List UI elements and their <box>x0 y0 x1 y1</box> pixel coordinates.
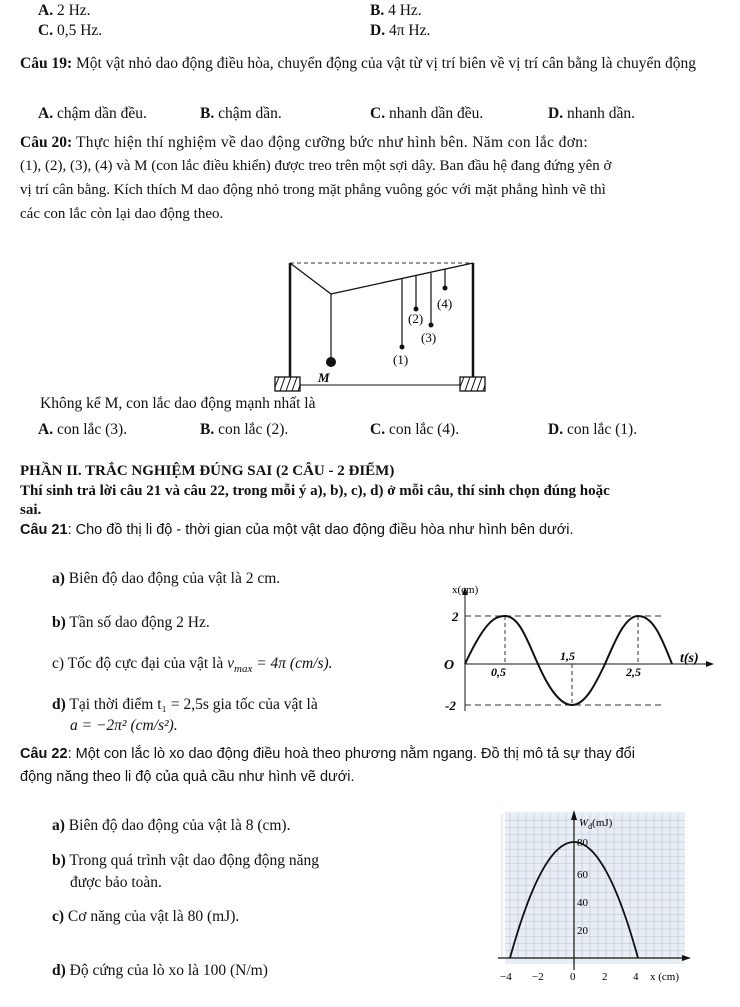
displacement-time-graph <box>440 583 720 723</box>
question-20-line3: vị trí cân bằng. Kích thích M dao động nhỏ trong mặt phẳng vuông góc với mặt phẳng hình vẽ thì <box>20 182 606 198</box>
yneg2-label: -2 <box>445 698 456 713</box>
pendulum-3-bob <box>429 323 434 328</box>
q21-statement-d: d) Tại thời điểm t₁ = 2,5s gia tốc của vật là <box>52 696 318 713</box>
y-tick-20: 20 <box>577 925 588 937</box>
part2-instruction-line2: sai. <box>20 502 42 518</box>
label-4: (4) <box>437 296 453 311</box>
x-axis-arrow <box>682 955 691 961</box>
part2-title: PHẦN II. TRẮC NGHIỆM ĐÚNG SAI (2 CÂU - 2 ĐIỂM) <box>20 463 395 479</box>
option-b: B. 4 Hz. <box>370 2 422 19</box>
x-axis-label: x (cm) <box>650 971 680 983</box>
question-21: Câu 21: Cho đồ thị li độ - thời gian của một vật dao động điều hòa như hình bên dưới. <box>20 522 574 538</box>
x-tick-neg2: −2 <box>532 971 544 983</box>
y-label: x(cm) <box>452 584 479 596</box>
tick-25: 2,5 <box>626 665 641 679</box>
tick-15: 1,5 <box>560 649 575 663</box>
label-2: (2) <box>408 311 424 326</box>
q22-statement-d: d) Độ cứng của lò xo là 100 (N/m) <box>52 962 268 979</box>
pendulum-4-bob <box>443 286 448 291</box>
y-axis-label: $W_đ(mJ)$ <box>579 817 613 831</box>
q19-option-d: D. nhanh dần. <box>548 105 635 122</box>
label-3: (3) <box>421 330 437 345</box>
tick-05: 0,5 <box>491 665 506 679</box>
q21-statement-b: b) Tần số dao động 2 Hz. <box>52 614 210 631</box>
q22-statement-b: b) Trong quá trình vật dao động động năng <box>52 852 319 869</box>
question-22-line2: động năng theo li độ của quả cầu như hình vẽ dưới. <box>20 769 355 785</box>
question-20-ask: Không kể M, con lắc dao động mạnh nhất là <box>40 395 316 412</box>
y-tick-60: 60 <box>577 869 588 881</box>
question-22-line1: Câu 22: Một con lắc lò xo dao động điều hoà theo phương nằm ngang. Đồ thị mô tả sự thay đổi <box>20 746 635 762</box>
option-d: D. 4π Hz. <box>370 22 431 39</box>
pendulum-figure <box>265 255 495 395</box>
y2-label: 2 <box>452 609 459 624</box>
label-m: M <box>318 370 330 385</box>
question-19: Câu 19: Một vật nhỏ dao động điều hòa, chuyển động của vật từ vị trí biên về vị trí cân bằng là chuyển động <box>20 55 697 72</box>
base-hatching <box>275 377 485 391</box>
q19-option-c: C. nhanh dần đều. <box>370 105 484 122</box>
q22-statement-c: c) Cơ năng của vật là 80 (mJ). <box>52 908 240 925</box>
q22-statement-b-cont: được bảo toàn. <box>70 874 162 891</box>
x-tick-0: 0 <box>570 971 576 983</box>
option-c: C. 0,5 Hz. <box>38 22 103 39</box>
label-1: (1) <box>393 352 409 367</box>
q22-statement-a: a) Biên độ dao động của vật là 8 (cm). <box>52 817 291 834</box>
origin-label: O <box>444 658 455 673</box>
pendulum-m-bob <box>326 357 336 367</box>
x-tick-2: 2 <box>602 971 608 983</box>
q21-statement-d-formula: a = −2π² (cm/s²). <box>70 717 178 734</box>
pendulum-1-bob <box>400 345 405 350</box>
q20-option-a: A. con lắc (3). <box>38 421 128 438</box>
question-20-line2: (1), (2), (3), (4) và M (con lắc điều khiển) được treo trên một sợi dây. Ban đầu hệ đang đứng yên ở <box>20 158 612 174</box>
q20-option-c: C. con lắc (4). <box>370 421 460 438</box>
q20-option-b: B. con lắc (2). <box>200 421 289 438</box>
t-arrow <box>706 661 714 667</box>
option-a: A. 2 Hz. <box>38 2 91 19</box>
q21-statement-c: c) Tốc độ cực đại của vật là $v_{max} = 4\pi$ (cm/s). <box>52 655 333 676</box>
q20-option-d: D. con lắc (1). <box>548 421 638 438</box>
t-label: t(s) <box>680 651 699 666</box>
q19-option-b: B. chậm dần. <box>200 105 282 122</box>
question-20-line1: Câu 20: Thực hiện thí nghiệm về dao động cưỡng bức như hình bên. Năm con lắc đơn: <box>20 134 589 151</box>
rope-left <box>290 263 331 294</box>
q19-option-a: A. chậm dần đều. <box>38 105 147 122</box>
part2-instruction-line1: Thí sinh trả lời câu 21 và câu 22, trong mỗi ý a), b), c), d) ở mỗi câu, thí sinh chọn đúng hoặc <box>20 483 610 499</box>
kinetic-energy-graph <box>490 808 700 988</box>
x-tick-neg4: −4 <box>500 971 512 983</box>
y-tick-80: 80 <box>577 837 588 849</box>
x-tick-4: 4 <box>633 971 639 983</box>
y-tick-40: 40 <box>577 897 588 909</box>
question-20-line4: các con lắc còn lại dao động theo. <box>20 206 224 222</box>
q21-statement-a: a) Biên độ dao động của vật là 2 cm. <box>52 570 281 587</box>
